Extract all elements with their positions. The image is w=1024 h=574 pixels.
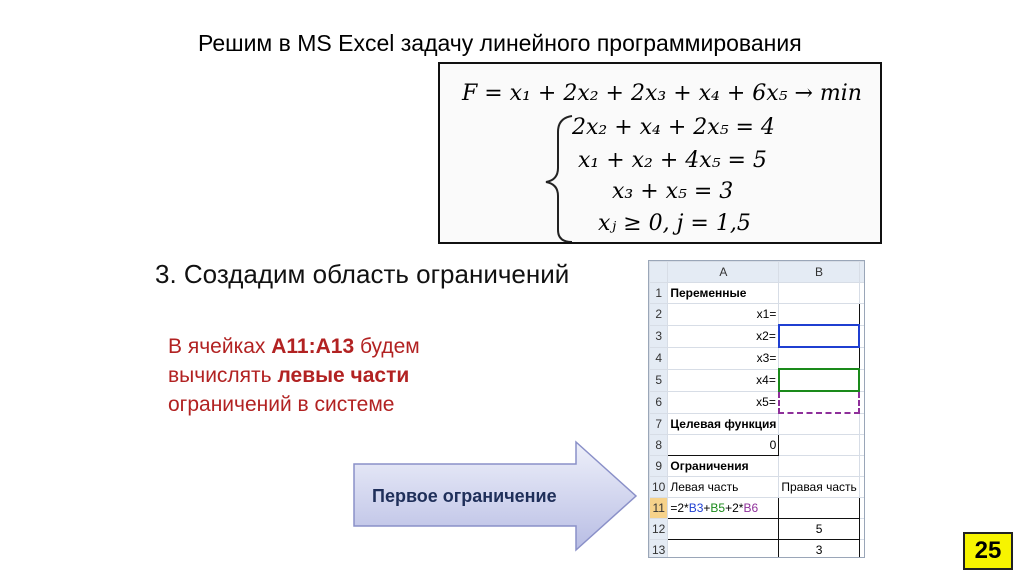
sheet-row bbox=[650, 369, 865, 391]
constraint-4: xⱼ ≥ 0, j = 1,5 bbox=[598, 211, 751, 236]
cell-b8[interactable] bbox=[779, 435, 859, 456]
constraint-2: x₁ + x₂ + 4x₅ = 5 bbox=[578, 148, 767, 173]
col-header-a[interactable]: A bbox=[668, 262, 779, 283]
sheet-row bbox=[650, 435, 865, 456]
sheet-row bbox=[650, 391, 865, 413]
sheet-row bbox=[650, 456, 865, 477]
cell-b9[interactable] bbox=[779, 456, 859, 477]
cell-a11[interactable] bbox=[668, 498, 779, 519]
cell-a13[interactable] bbox=[668, 540, 779, 559]
cell-b12[interactable]: 5 bbox=[779, 519, 859, 540]
cell-c2[interactable] bbox=[859, 304, 865, 326]
row-number[interactable]: 9 bbox=[650, 456, 668, 477]
objective-function: F = x₁ + 2x₂ + 2x₃ + x₄ + 6x₅ → min bbox=[462, 81, 862, 106]
cell-a12[interactable] bbox=[668, 519, 779, 540]
cell-a9[interactable]: Ограничения bbox=[668, 456, 779, 477]
formula-box bbox=[438, 62, 882, 244]
sheet-row bbox=[650, 325, 865, 347]
page-number: 25 bbox=[963, 532, 1013, 570]
sheet-row bbox=[650, 519, 865, 540]
cell-b3[interactable] bbox=[779, 325, 859, 347]
row-number[interactable]: 13 bbox=[650, 540, 668, 559]
spreadsheet-table bbox=[649, 261, 865, 558]
row-number[interactable]: 3 bbox=[650, 325, 668, 347]
note-text: В ячейках А11:А13 будем вычислять левые части ограничений в системе bbox=[168, 335, 420, 416]
cell-c7[interactable] bbox=[859, 413, 865, 435]
cell-a6[interactable]: x5= bbox=[668, 391, 779, 413]
row-number[interactable]: 12 bbox=[650, 519, 668, 540]
formula-svg bbox=[440, 64, 880, 242]
cell-b4[interactable] bbox=[779, 347, 859, 369]
cell-a1[interactable]: Переменные bbox=[668, 283, 779, 304]
formula-part: B3 bbox=[688, 501, 704, 515]
formula-part: =2* bbox=[670, 501, 689, 515]
row-number[interactable]: 1 bbox=[650, 283, 668, 304]
cell-b6[interactable] bbox=[779, 391, 859, 413]
cell-c11[interactable] bbox=[859, 498, 865, 519]
cell-a3[interactable]: x2= bbox=[668, 325, 779, 347]
sheet-row bbox=[650, 477, 865, 498]
row-number[interactable]: 6 bbox=[650, 391, 668, 413]
sheet-row bbox=[650, 304, 865, 326]
cell-b11[interactable] bbox=[779, 498, 859, 519]
col-header-c[interactable] bbox=[859, 262, 865, 283]
sheet-row bbox=[650, 540, 865, 559]
row-number[interactable]: 5 bbox=[650, 369, 668, 391]
row-number[interactable]: 4 bbox=[650, 347, 668, 369]
row-number[interactable]: 8 bbox=[650, 435, 668, 456]
sheet-row bbox=[650, 283, 865, 304]
cell-c4[interactable] bbox=[859, 347, 865, 369]
cell-b5[interactable] bbox=[779, 369, 859, 391]
cell-c9[interactable] bbox=[859, 456, 865, 477]
sheet-row bbox=[650, 413, 865, 435]
cell-b7[interactable] bbox=[779, 413, 859, 435]
arrow-label: Первое ограничение bbox=[372, 486, 557, 506]
row-number[interactable]: 2 bbox=[650, 304, 668, 326]
cell-c5[interactable] bbox=[859, 369, 865, 391]
cell-a2[interactable]: x1= bbox=[668, 304, 779, 326]
cell-c6[interactable] bbox=[859, 391, 865, 413]
formula-part: +2* bbox=[725, 501, 744, 515]
row-number[interactable]: 7 bbox=[650, 413, 668, 435]
cell-c8[interactable] bbox=[859, 435, 865, 456]
corner-cell[interactable] bbox=[650, 262, 668, 283]
cell-b13[interactable]: 3 bbox=[779, 540, 859, 559]
sheet-row bbox=[650, 498, 865, 519]
formula-part: + bbox=[703, 501, 711, 515]
slide-title: Решим в MS Excel задачу линейного программирования bbox=[198, 30, 802, 56]
formula-part: B5 bbox=[710, 501, 726, 515]
step-heading: 3. Создадим область ограничений bbox=[155, 259, 570, 289]
cell-b2[interactable] bbox=[779, 304, 859, 326]
cell-a4[interactable]: x3= bbox=[668, 347, 779, 369]
cell-c10[interactable] bbox=[859, 477, 865, 498]
cell-c3[interactable] bbox=[859, 325, 865, 347]
col-header-b[interactable]: B bbox=[779, 262, 859, 283]
formula-part: B6 bbox=[743, 501, 759, 515]
sheet-row bbox=[650, 347, 865, 369]
row-number[interactable]: 10 bbox=[650, 477, 668, 498]
cell-b10[interactable]: Правая часть bbox=[779, 477, 859, 498]
constraint-1: 2x₂ + x₄ + 2x₅ = 4 bbox=[572, 115, 775, 140]
system-brace bbox=[546, 116, 572, 242]
cell-c12[interactable] bbox=[859, 519, 865, 540]
row-number[interactable]: 11 bbox=[650, 498, 668, 519]
cell-c13[interactable] bbox=[859, 540, 865, 559]
constraint-3: x₃ + x₅ = 3 bbox=[612, 179, 734, 204]
cell-b1[interactable] bbox=[779, 283, 859, 304]
cell-a5[interactable]: x4= bbox=[668, 369, 779, 391]
cell-a10[interactable]: Левая часть bbox=[668, 477, 779, 498]
cell-a7[interactable]: Целевая функция bbox=[668, 413, 779, 435]
cell-a8[interactable]: 0 bbox=[668, 435, 779, 456]
spreadsheet[interactable] bbox=[648, 260, 865, 558]
cell-c1[interactable] bbox=[859, 283, 865, 304]
